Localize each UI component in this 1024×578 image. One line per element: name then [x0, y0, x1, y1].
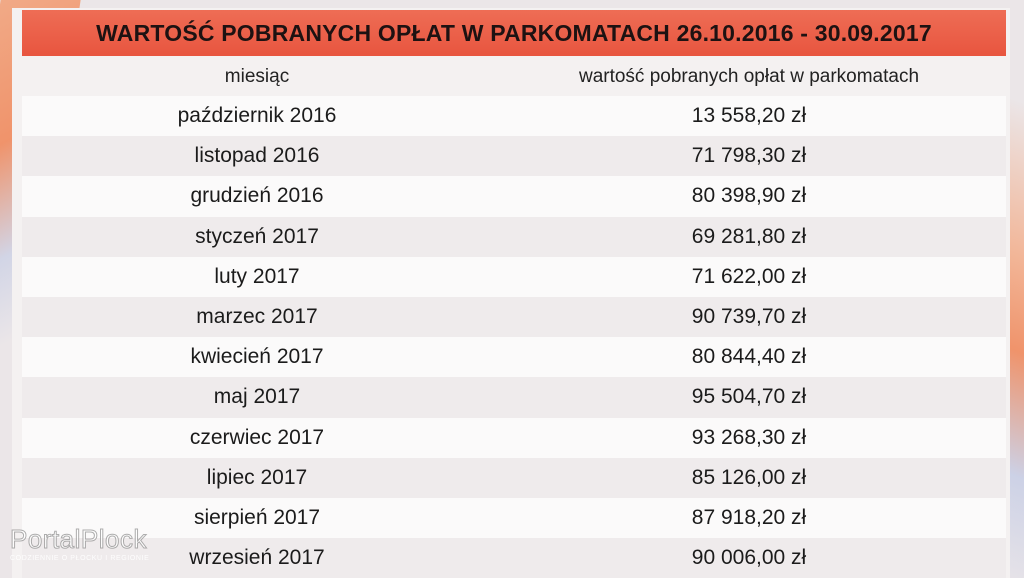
table-row [22, 418, 1006, 458]
header-month: miesiąc [224, 66, 290, 87]
cell-month: listopad 2016 [194, 144, 320, 168]
cell-value: 71 798,30 zł [691, 144, 807, 168]
cell-month: sierpień 2017 [193, 505, 321, 529]
table-header-row [22, 58, 1006, 96]
cell-value: 87 918,20 zł [691, 505, 807, 529]
table-row [22, 337, 1006, 377]
cell-value: 95 504,70 zł [691, 385, 807, 409]
cell-month: styczeń 2017 [195, 224, 319, 248]
table-row [22, 136, 1006, 176]
table-row [22, 377, 1006, 417]
cell-value: 13 558,20 zł [691, 104, 807, 128]
cell-month: wrzesień 2017 [189, 546, 325, 570]
portal-logo-watermark [10, 525, 170, 575]
cell-value: 90 739,70 zł [691, 305, 807, 329]
page-title: WARTOŚĆ POBRANYCH OPŁAT W PARKOMATACH 26.10.2016 - 30.09.2017 [96, 19, 932, 46]
cell-value: 69 281,80 zł [691, 224, 807, 248]
cell-month: czerwiec 2017 [189, 425, 325, 449]
cell-month: marzec 2017 [196, 305, 318, 329]
table-row [22, 458, 1006, 498]
cell-month: kwiecień 2017 [190, 345, 324, 369]
logo-name: PortalPlock [10, 524, 147, 554]
cell-month: październik 2016 [177, 104, 337, 128]
title-bar [22, 10, 1006, 56]
table-row [22, 257, 1006, 297]
cell-month: lipiec 2017 [206, 465, 308, 489]
fees-table [22, 58, 1006, 578]
cell-value: 80 398,90 zł [691, 184, 807, 208]
cell-month: grudzień 2016 [190, 184, 324, 208]
cell-month: maj 2017 [213, 385, 301, 409]
cell-value: 85 126,00 zł [691, 465, 807, 489]
table-row [22, 217, 1006, 257]
cell-value: 71 622,00 zł [691, 264, 807, 288]
cell-month: luty 2017 [214, 264, 300, 288]
table-row [22, 96, 1006, 136]
cell-value: 80 844,40 zł [691, 345, 807, 369]
header-value: wartość pobranych opłat w parkomatach [578, 66, 920, 87]
cell-value: 93 268,30 zł [691, 425, 807, 449]
table-row [22, 297, 1006, 337]
logo-tagline: CODZIENNIE O PŁOCKU I REGIONIE [10, 555, 150, 562]
cell-value: 90 006,00 zł [691, 546, 807, 570]
table-row [22, 176, 1006, 216]
